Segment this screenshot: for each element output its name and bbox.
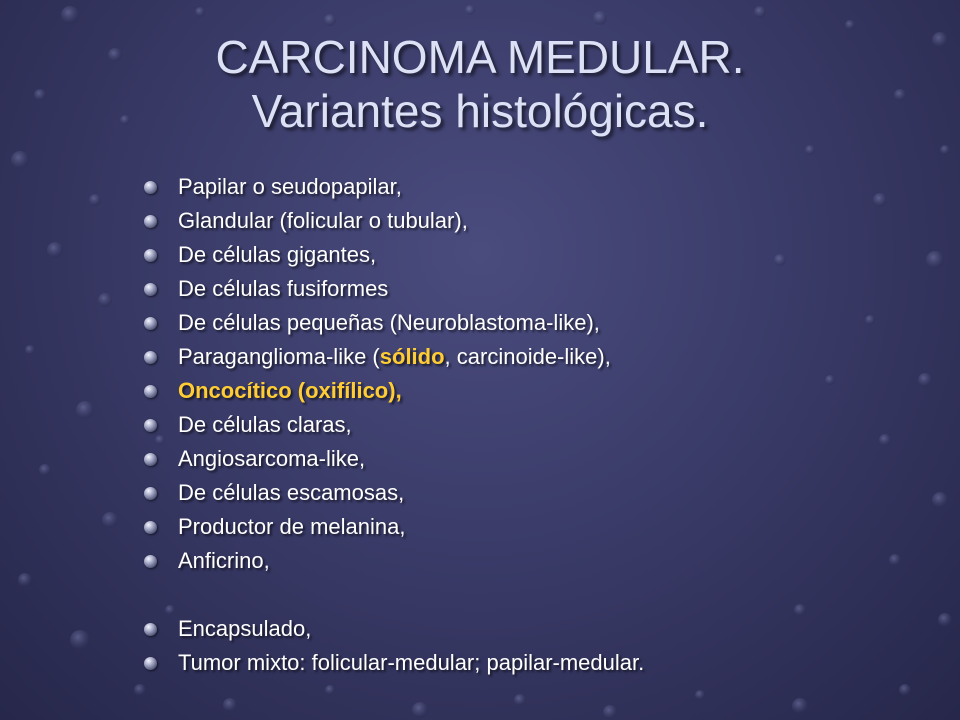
list-item-text: De células pequeñas (Neuroblastoma-like), [178, 310, 600, 335]
list-item-text-post: , carcinoide-like), [444, 344, 611, 369]
list-item-text: Glandular (folicular o tubular), [178, 208, 468, 233]
bullet-icon [144, 215, 157, 228]
variant-list [142, 170, 922, 680]
title-line-1: CARCINOMA MEDULAR. [215, 31, 745, 83]
bullet-icon [144, 351, 157, 364]
bullet-icon [144, 419, 157, 432]
list-item [142, 612, 922, 646]
list-item [142, 272, 922, 306]
bullet-icon [144, 487, 157, 500]
list-item-text: Productor de melanina, [178, 514, 406, 539]
list-item [142, 442, 922, 476]
bullet-icon [144, 317, 157, 330]
list-item [142, 306, 922, 340]
list-item [142, 238, 922, 272]
list-item [142, 476, 922, 510]
highlighted-word: sólido [379, 344, 445, 369]
bullet-icon [144, 453, 157, 466]
list-item [142, 408, 922, 442]
list-item [142, 544, 922, 578]
list-item [142, 510, 922, 544]
list-item-text-pre: Paraganglioma-like ( [178, 344, 380, 369]
list-item-text: Encapsulado, [178, 616, 312, 641]
bullet-icon [144, 623, 157, 636]
list-item-text: De células claras, [178, 412, 352, 437]
list-item-text: De células gigantes, [178, 242, 377, 267]
list-item-text: Papilar o seudopapilar, [178, 174, 402, 199]
title-line-2: Variantes histológicas. [251, 85, 709, 137]
list-item-text: Tumor mixto: folicular-medular; papilar-medular. [178, 650, 645, 675]
list-item-highlighted [142, 374, 922, 408]
list-item [142, 170, 922, 204]
list-item [142, 340, 922, 374]
list-item-text: Oncocítico (oxifílico), [178, 378, 402, 403]
bullet-icon [144, 181, 157, 194]
list-item-text: Anficrino, [178, 548, 270, 573]
list-item [142, 204, 922, 238]
bullet-icon [144, 283, 157, 296]
bullet-icon [144, 521, 157, 534]
bullet-icon [144, 249, 157, 262]
bullet-icon [144, 385, 157, 398]
list-item-text: De células fusiformes [178, 276, 389, 301]
list-item [142, 646, 922, 680]
list-item-text: Angiosarcoma-like, [178, 446, 366, 471]
slide-title [0, 30, 960, 138]
list-item-text: De células escamosas, [178, 480, 405, 505]
bullet-icon [144, 657, 157, 670]
bullet-icon [144, 555, 157, 568]
